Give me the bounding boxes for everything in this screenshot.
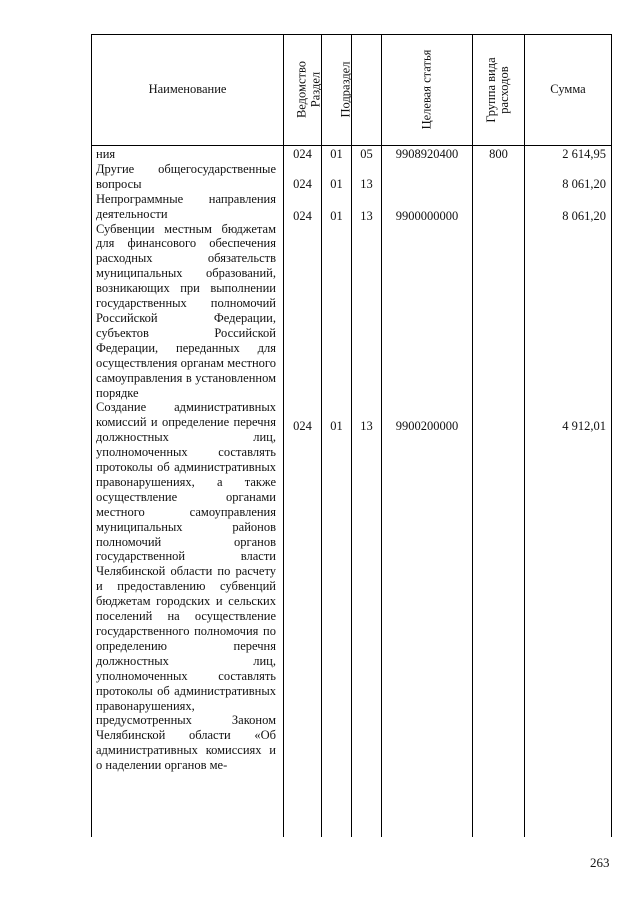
row0-sum: 2 614,95 bbox=[562, 147, 606, 161]
row1-dept: 024 bbox=[293, 177, 312, 191]
row3-dept: 024 bbox=[293, 419, 312, 433]
row3-sum: 4 912,01 bbox=[562, 419, 606, 433]
header-group-line2: расходов bbox=[497, 66, 511, 114]
row1-section: 01 bbox=[330, 177, 343, 191]
row3-section: 01 bbox=[330, 419, 343, 433]
row0-section: 01 bbox=[330, 147, 343, 161]
row2-target: 9900000000 bbox=[395, 209, 459, 223]
header-name: Наименование bbox=[148, 82, 227, 96]
row2-dept: 024 bbox=[293, 209, 312, 223]
row1-subsection: 13 bbox=[360, 177, 373, 191]
row3-subsection: 13 bbox=[360, 419, 373, 433]
header-sum: Сумма bbox=[550, 82, 586, 96]
name-paragraph: Субвенции местным бюджетам для финансового обеспечения расходных обязательств муниципальных образований, возникающих при выполнении государственных полномочий Российской Федерации, субъектов Российской Федерации, переданных для осуществления органам местного самоуправления в установленном порядке bbox=[96, 221, 276, 400]
page-number: 263 bbox=[590, 855, 610, 870]
name-paragraph: ния bbox=[96, 147, 116, 161]
row0-subsection: 05 bbox=[360, 147, 373, 161]
col-border-right bbox=[611, 34, 612, 837]
row2-subsection: 13 bbox=[360, 209, 373, 223]
row0-group: 800 bbox=[489, 147, 508, 161]
name-column bbox=[96, 147, 276, 773]
row2-section: 01 bbox=[330, 209, 343, 223]
row0-dept: 024 bbox=[293, 147, 312, 161]
header-group-line1: Группа вида bbox=[484, 57, 498, 123]
header-subsection: Подраздел bbox=[338, 61, 353, 118]
header-dept: Ведомство bbox=[294, 60, 309, 119]
header-group bbox=[485, 40, 511, 140]
header-target: Целевая статья bbox=[419, 49, 434, 130]
row0-target: 9908920400 bbox=[395, 147, 459, 161]
col-border-left bbox=[91, 34, 92, 837]
name-paragraph: Непрограммные направления деятельности bbox=[96, 191, 276, 221]
row1-sum: 8 061,20 bbox=[562, 177, 606, 191]
name-paragraph: Другие общегосударственные вопросы bbox=[96, 161, 276, 191]
row2-sum: 8 061,20 bbox=[562, 209, 606, 223]
name-paragraph: Создание административных комиссий и определение перечня должностных лиц, уполномоченных составлять протоколы об административных правонарушениях, а также осуществление органами местного самоуправления муниципальных районов полномочий органов государственной власти Челябинской области по расчету и предоставлению субвенций бюджетам городских и сельских поселений на осуществление государственного полномочия по определению перечня должностных лиц, уполномоченных составлять протоколы об административных правонарушениях, предусмотренных Законом Челябинской области «Об административных комиссиях и о наделении органов ме- bbox=[96, 400, 276, 773]
row3-target: 9900200000 bbox=[395, 419, 459, 433]
header-section: Раздел bbox=[308, 71, 323, 108]
